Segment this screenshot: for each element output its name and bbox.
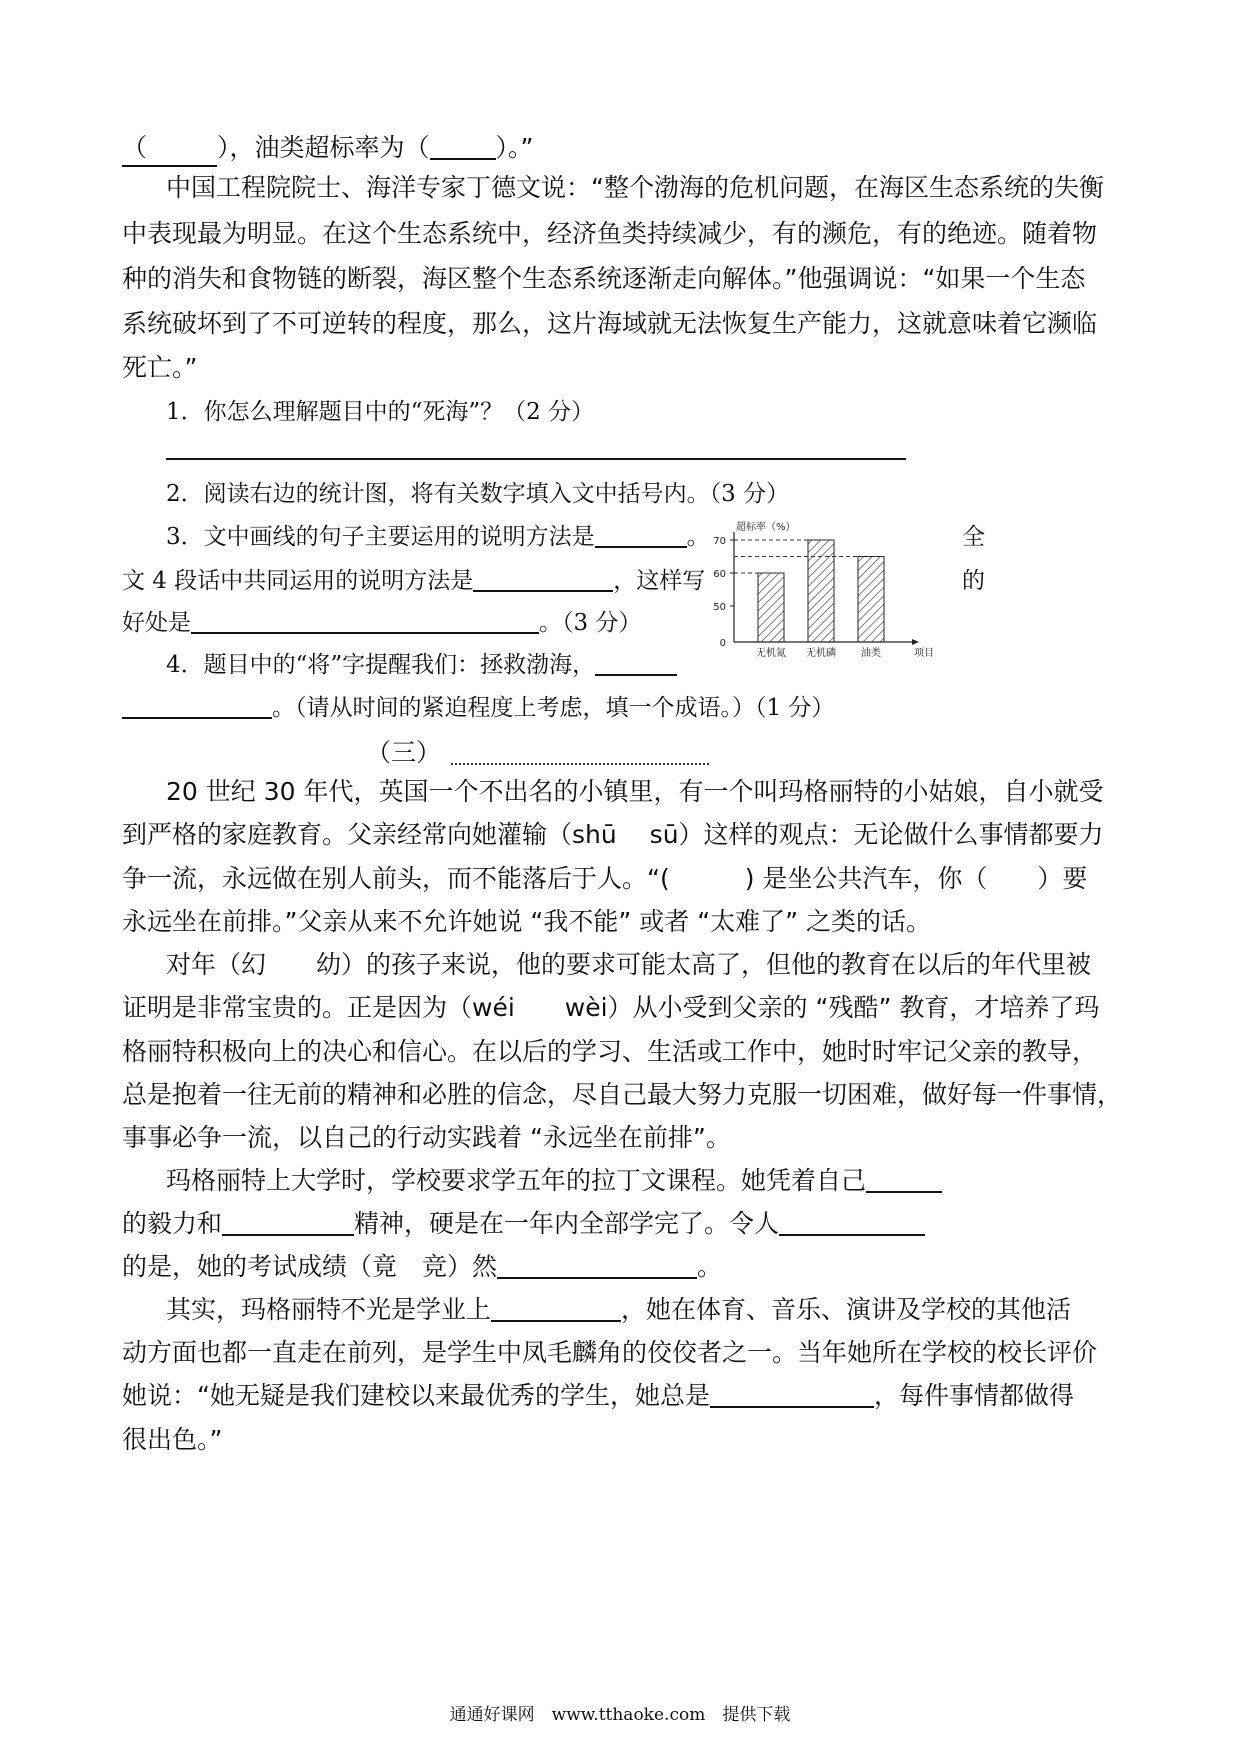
- top-blank-1: （: [122, 131, 217, 167]
- p5-line-2: 她说：“她无疑是我们建校以来最优秀的学生，她总是 ，每件事情都做得: [122, 1381, 1074, 1410]
- p3-line-4: 事事必争一流，以自己的行动实践着 “永远坐在前排”。: [122, 1123, 731, 1152]
- p1-line-3: 系统破坏到了不可逆转的程度，那么，这片海域就无法恢复生产能力，这就意味着它濒临: [122, 309, 1098, 338]
- question-3-tail-2: 的: [962, 568, 985, 594]
- x-tick-label: 无机磷: [806, 648, 836, 659]
- p4-line-0: 玛格丽特上大学时，学校要求学五年的拉丁文课程。她凭着自己: [166, 1164, 942, 1198]
- p1-line-2: 种的消失和食物链的断裂，海区整个生态系统逐渐走向解体。”他强调说：“如果一个生态: [122, 264, 1086, 293]
- p4-blank-1[interactable]: [866, 1165, 942, 1193]
- y-tick-label: 0: [719, 638, 726, 649]
- section-3-heading: （三）: [366, 736, 709, 770]
- x-tick-label: 无机氮: [756, 648, 786, 659]
- q4-blank-1[interactable]: [595, 648, 677, 676]
- bar-无机氮: [758, 573, 784, 642]
- x-tick-label: 油类: [861, 648, 881, 659]
- p4-line-1: 的毅力和 精神，硬是在一年内全部学完了。令人: [122, 1207, 925, 1241]
- section-3-title-blank[interactable]: [451, 737, 709, 765]
- p4-line-2: 的是，她的考试成绩（竟 竞）然 。: [122, 1252, 723, 1281]
- p5-line-1: 动方面也都一直走在前列，是学生中凤毛麟角的佼佼者之一。当年她所在学校的校长评价: [122, 1338, 1098, 1367]
- y-axis-label: 超标率（%）: [736, 522, 796, 533]
- p2-line-3: 永远坐在前排。”父亲从来不允许她说 “我不能” 或者 “太难了” 之类的话。: [122, 907, 932, 936]
- x-axis-label: 项目: [914, 648, 934, 659]
- question-1: 1．你怎么理解题目中的“死海”？（2 分）: [166, 399, 595, 425]
- p5-blank-2[interactable]: [710, 1380, 874, 1408]
- p5-line-0: 其实，玛格丽特不光是学业上 ，她在体育、音乐、演讲及学校的其他活: [166, 1295, 1072, 1324]
- q3-blank-2[interactable]: [473, 564, 613, 592]
- p1-line-4: 死亡。”: [122, 353, 198, 382]
- p4-blank-3[interactable]: [779, 1208, 925, 1236]
- p2-line-0: 20 世纪 30 年代，英国一个不出名的小镇里，有一个叫玛格丽特的小姑娘，自小就受: [166, 777, 1104, 806]
- exceed-rate-bar-chart: [700, 516, 940, 666]
- answer-line-1[interactable]: [166, 458, 906, 460]
- y-tick-label: 70: [713, 536, 726, 547]
- bar-油类: [858, 557, 884, 643]
- question-3-line-1: 3．文中画线的句子主要运用的说明方法是 。: [166, 520, 710, 554]
- page-footer: 通通好课网 www.tthaoke.com 提供下载: [449, 1705, 791, 1725]
- y-tick-label: 50: [713, 602, 726, 613]
- question-3-line-3: 好处是 。（3 分）: [122, 606, 641, 640]
- p3-line-1: 证明是非常宝贵的。正是因为（wéi wèi）从小受到父亲的 “残酷” 教育，才培养了玛: [122, 993, 1100, 1022]
- q3-blank-1[interactable]: [595, 520, 687, 548]
- top-blank-2: [430, 132, 496, 160]
- x-axis-arrow: [912, 639, 919, 645]
- p3-line-2: 格丽特积极向上的决心和信心。在以后的学习、生活或工作中，她时时牢记父亲的教导，: [122, 1037, 1098, 1066]
- question-4-line-2: 。（请从时间的紧迫程度上考虑，填一个成语。）（1 分）: [122, 691, 834, 725]
- y-tick-label: 60: [713, 569, 726, 580]
- p1-line-1: 中表现最为明显。在这个生态系统中，经济鱼类持续减少，有的濒危，有的绝迹。随着物: [122, 219, 1098, 248]
- p1-line-0: 中国工程院院士、海洋专家丁德文说：“整个渤海的危机问题，在海区生态系统的失衡: [166, 173, 1104, 202]
- q3-blank-3[interactable]: [191, 606, 539, 634]
- question-3-tail-1: 全: [962, 524, 985, 550]
- p5-blank-1[interactable]: [491, 1294, 621, 1322]
- p4-blank-2[interactable]: [222, 1208, 354, 1236]
- p4-blank-4[interactable]: [497, 1251, 697, 1279]
- p2-line-1: 到严格的家庭教育。父亲经常向她灌输（shū sū）这样的观点：无论做什么事情都要力: [122, 820, 1104, 849]
- q4-blank-2[interactable]: [122, 691, 272, 719]
- top-line: （ ），油类超标率为（ ）。”: [122, 131, 533, 167]
- question-4-line-1: 4．题目中的“将”字提醒我们：拯救渤海，: [166, 648, 677, 682]
- question-2: 2．阅读右边的统计图，将有关数字填入文中括号内。（3 分）: [166, 481, 790, 507]
- p3-line-0: 对年（幻 幼）的孩子来说，他的要求可能太高了，但他的教育在以后的年代里被: [166, 950, 1092, 979]
- p2-line-2: 争一流，永远做在别人前头，而不能落后于人。“( ) 是坐公共汽车，你（ ）要: [122, 864, 1088, 893]
- p5-line-3: 很出色。”: [122, 1425, 223, 1454]
- bar-无机磷: [808, 540, 834, 642]
- question-3-line-2: 文 4 段话中共同运用的说明方法是 ，这样写: [122, 564, 705, 598]
- p3-line-3: 总是抱着一往无前的精神和必胜的信念，尽自己最大努力克服一切困难，做好每一件事情，: [122, 1080, 1123, 1109]
